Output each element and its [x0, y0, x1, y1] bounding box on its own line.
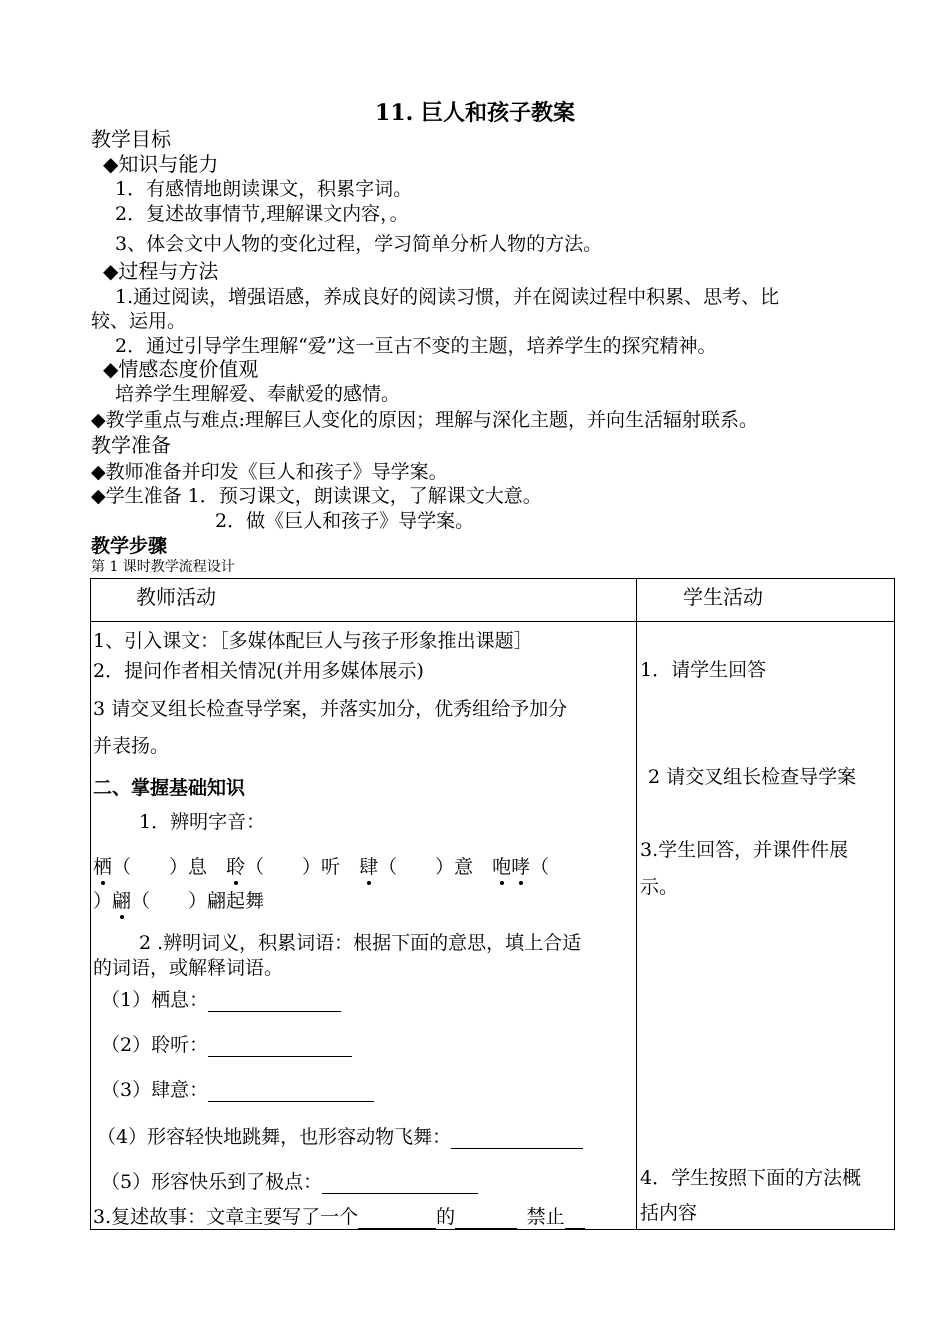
- dotted-char-ling: 聆: [226, 856, 246, 878]
- dotted-char-xiao: 哮: [511, 856, 531, 878]
- attitude-heading: ◆情感态度价值观: [103, 357, 259, 381]
- vocab-item-1: （1）栖息：: [101, 988, 341, 1012]
- knowledge-item-2: 2．复述故事情节,理解课文内容，。: [115, 203, 409, 225]
- retell-line: 3.复述故事：文章主要写了一个 的 禁止: [93, 1205, 585, 1229]
- answer-blank[interactable]: [322, 1175, 478, 1194]
- student-item-2: 2 请交叉组长检查导学案: [648, 766, 857, 788]
- teacher-line-3a: 3 请交叉组长检查导学案，并落实加分，优秀组给予加分: [93, 698, 568, 720]
- key-points: ◆教学重点与难点:理解巨人变化的原因；理解与深化主题，并向生活辐射联系。: [91, 409, 759, 431]
- dotted-char-si: 肆: [359, 856, 379, 878]
- vocab-instruction-line2: 的词语，或解释词语。: [93, 957, 284, 979]
- teacher-preparation: ◆教师准备并印发《巨人和孩子》导学案。: [91, 461, 448, 483]
- objectives-heading: 教学目标: [91, 127, 171, 151]
- process-heading: ◆过程与方法: [103, 259, 219, 283]
- answer-blank[interactable]: [565, 1210, 585, 1229]
- answer-blank[interactable]: [455, 1210, 517, 1229]
- preparation-heading: 教学准备: [91, 433, 171, 457]
- process-item-1-line1: 1.通过阅读，增强语感，养成良好的阅读习惯，并在阅读过程中积累、思考、比: [115, 286, 780, 308]
- process-item-2: 2．通过引导学生理解“爱”这一亘古不变的主题，培养学生的探究精神。: [115, 335, 717, 357]
- teacher-line-2: 2．提问作者相关情况(并用多媒体展示): [93, 660, 424, 682]
- knowledge-item-3: 3、体会文中人物的变化过程，学习简单分析人物的方法。: [115, 233, 603, 255]
- answer-blank[interactable]: [358, 1210, 436, 1229]
- teacher-line-1: 1、引入课文：［多媒体配巨人与孩子形象推出课题］: [93, 630, 533, 652]
- section-basic-knowledge: 二、掌握基础知识: [93, 777, 246, 799]
- student-item-1: 1．请学生回答: [640, 659, 767, 681]
- pinyin-row-1: 栖（ ）息 聆（ ）听 肆（ ）意 咆哮（: [93, 856, 550, 878]
- teacher-activity-header: 教师活动: [136, 585, 216, 609]
- header-divider: [91, 621, 894, 622]
- vocab-instruction-line1: 2 .辨明词义，积累词语：根据下面的意思，填上合适: [139, 932, 582, 954]
- steps-heading: 教学步骤: [91, 535, 168, 557]
- vocab-item-4: （4）形容轻快地跳舞，也形容动物飞舞：: [97, 1125, 583, 1149]
- lesson-flow-table: [90, 578, 895, 1230]
- student-preparation-line2: 2．做《巨人和孩子》导学案。: [215, 510, 475, 532]
- answer-blank[interactable]: [208, 993, 341, 1012]
- knowledge-heading: ◆知识与能力: [103, 152, 219, 176]
- vocab-item-5: （5）形容快乐到了极点：: [101, 1170, 478, 1194]
- student-item-4-line1: 4．学生按照下面的方法概: [640, 1167, 862, 1189]
- dotted-char-pian: 翩: [112, 890, 132, 912]
- process-item-1-line2: 较、运用。: [91, 310, 187, 332]
- answer-blank[interactable]: [451, 1130, 583, 1149]
- student-item-3-line2: 示。: [640, 876, 679, 898]
- student-item-3-line1: 3.学生回答，并课件件展: [640, 839, 849, 861]
- vocab-item-3: （3）肆意：: [101, 1078, 374, 1102]
- answer-blank[interactable]: [208, 1083, 374, 1102]
- page-title: 11. 巨人和孩子教案: [375, 100, 575, 126]
- attitude-item: 培养学生理解爱、奉献爱的感情。: [115, 383, 401, 405]
- pinyin-heading: 1．辨明字音：: [139, 811, 266, 833]
- steps-subheading: 第 1 课时教学流程设计: [91, 559, 235, 575]
- knowledge-item-1: 1．有感情地朗读课文，积累字词。: [115, 178, 413, 200]
- dotted-char-pao: 咆: [492, 856, 512, 878]
- student-preparation-line1: ◆学生准备 1．预习课文，朗读课文，了解课文大意。: [91, 485, 542, 507]
- answer-blank[interactable]: [208, 1038, 352, 1057]
- pinyin-row-2: ）翩（ ）翩起舞: [93, 890, 265, 912]
- vocab-item-2: （2）聆听：: [101, 1033, 352, 1057]
- teacher-line-3b: 并表扬。: [93, 735, 170, 757]
- student-activity-header: 学生活动: [683, 585, 763, 609]
- column-divider: [636, 579, 637, 1229]
- student-item-4-line2: 括内容: [640, 1202, 698, 1224]
- dotted-char-qi: 栖: [93, 856, 113, 878]
